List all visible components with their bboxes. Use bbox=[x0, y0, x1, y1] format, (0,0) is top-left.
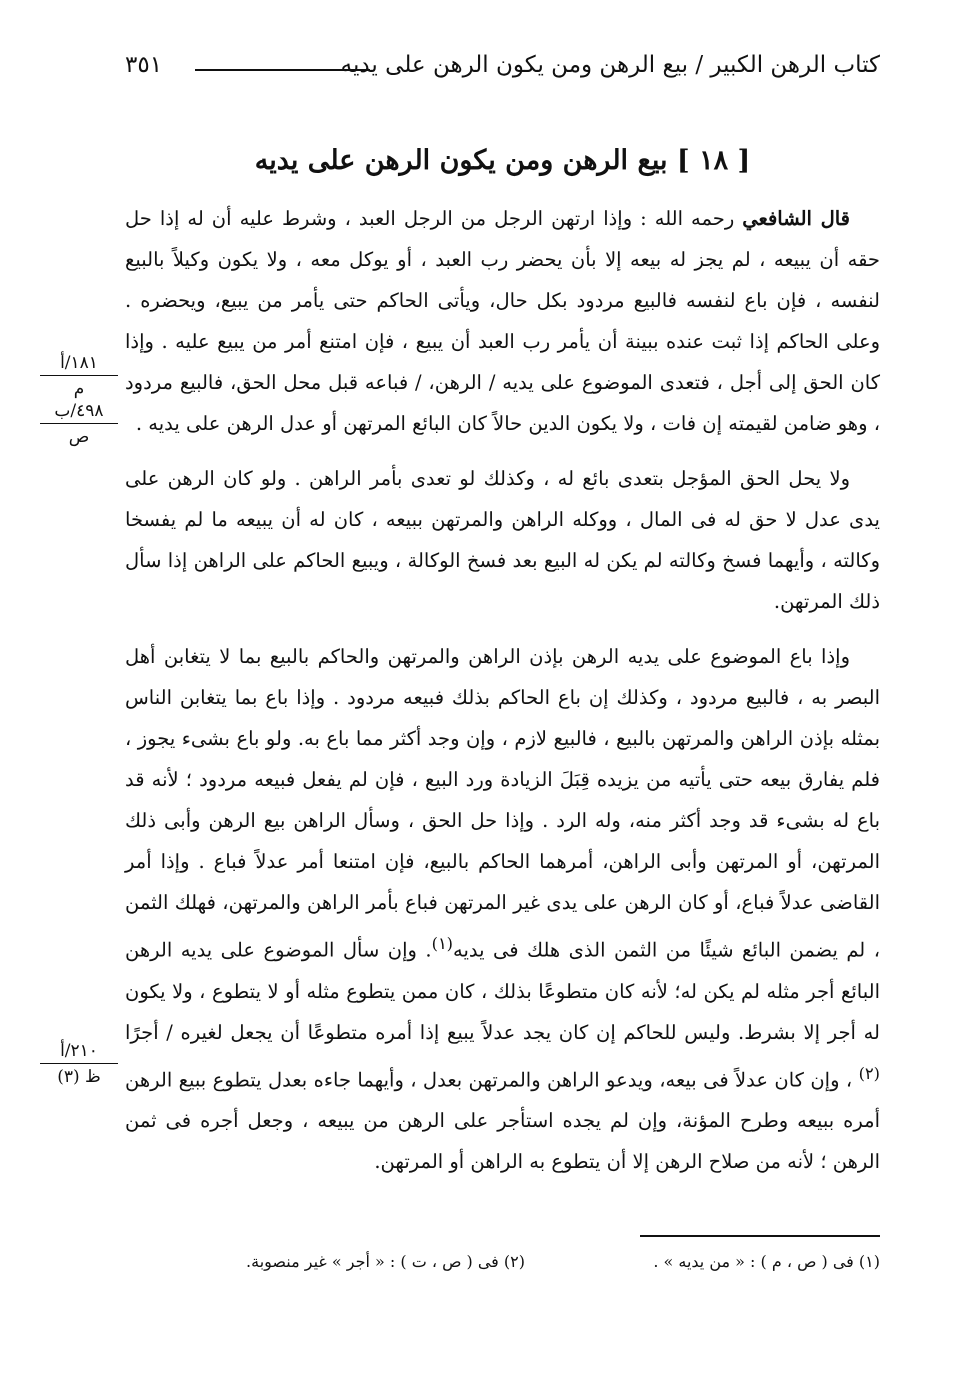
paragraph-1-text: رحمه الله : وإذا ارتهن الرجل من الرجل العبد ، وشرط عليه أن له إذا حل حقه أن يبيعه ، لم يجز له بيعه إلا بأن يحضر رب العبد ، أو يوكل معه ، ولا يكون وكيلاً بالبيع لنفسه ، فإن باع لنفسه فالبيع مردود بكل حال، ويأتى الحاكم حتى يأمر من يبيع، ويحضره . وعلى الحاكم إذا ثبت عنده ببينة أن يأمر رب العبد أن يبيع ، فإن امتنع أمر من يبيع عليه . وإذا كان الحق إلى أجل ، فتعدى الموضوع على يديه / الرهن، / فباعه قبل محل الحق، فالبيع مردود ، وهو ضامن لقيمته إن فات ، ولا يكون الدين حالاً كان البائع المرتهن أو عدل الرهن على يديه . bbox=[125, 207, 880, 435]
margin-note-line: ص bbox=[68, 427, 90, 447]
margin-note-line: ١٨١/أ bbox=[40, 352, 118, 376]
footnote-2: (٢) فى ( ص ، ت ) : « أجر » غير منصوبة. bbox=[246, 1252, 525, 1271]
page-number: ٣٥١ bbox=[125, 52, 163, 78]
footnote-1: (١) فى ( ص ، م ) : « من يديه » . bbox=[653, 1252, 880, 1271]
header-rule bbox=[195, 69, 370, 71]
chapter-title: [ ١٨ ] بيع الرهن ومن يكون الرهن على يديه bbox=[254, 145, 751, 176]
margin-note-line: ظ (٣) bbox=[57, 1067, 101, 1087]
margin-note-manuscript-ref-1 bbox=[40, 352, 118, 448]
paragraph-2: ولا يحل الحق المؤجل بتعدى بائع له ، وكذلك لو تعدى بأمر الراهن . ولو كان الرهن على يدى عدل لا حق له فى المال ، ووكله الراهن والمرتهن ببيعه ، كان له أن يبيعه ما لم يفسخا وكالته ، وأيهما فسخ وكالته لم يكن له البيع بعد فسخ الوكالة ، ويبيع الحاكم على الراهن إذا سأل ذلك المرتهن. bbox=[125, 467, 880, 613]
footnote-separator bbox=[640, 1235, 880, 1237]
page-header bbox=[125, 52, 880, 92]
speaker-name: قال الشافعي bbox=[742, 207, 851, 230]
paragraph-3-part-1: وإذا باع الموضوع على يديه الرهن بإذن الراهن والمرتهن والحاكم بالبيع بما لا يتغابن أهل البصر به ، فالبيع مردود ، وكذلك إن باع الحاكم بذلك فبيعه مردود . وإذا باع بما يتغابن الناس بمثله بإذن الراهن والمرتهن بالبيع ، فالبيع لازم ، وإن وجد أكثر مما باع به. ولو باع بشىء يجوز ، فلم يفارق بيعه حتى يأتيه من يزيده قِبَلَ الزيادة ورد البيع ، فإن لم يفعل فبيعه مردود ؛ لأنه قد باع له بشىء قد وجد أكثر منه، وله الرد . وإذا حل الحق ، وسأل الراهن بيع الرهن وأبى ذلك المرتهن، أو المرتهن وأبى الراهن، أمرهما الحاكم بالبيع، فإن امتنعا أمر عدلاً فباع . وإذا أمر القاضى عدلاً فباع، أو كان الرهن على يدى غير المرتهن فباع بأمر الراهن والمرتهن، فهلك الثمن ، لم يضمن البائع شيئًا من الثمن الذى هلك فى يديه bbox=[125, 645, 880, 962]
footnote-marker-1[interactable]: (١) bbox=[431, 934, 454, 953]
paragraph-3 bbox=[125, 636, 880, 1182]
margin-note-line: ٢١٠/أ bbox=[40, 1040, 118, 1064]
footnote-marker-2[interactable]: (٢) bbox=[858, 1063, 880, 1083]
footnotes bbox=[125, 1252, 880, 1282]
paragraph-3-part-2: . وإن سأل الموضوع على يديه الرهن البائع أجر مثله لم يكن له؛ لأنه كان متطوعًا بذلك ، كان ممن يتطوع مثله أو لا يتطوع ، ولا يكون له أجر إلا بشرط. وليس للحاكم إن كان يجد عدلاً يبيع إذا أمره متطوعًا أن يجعل لغيره / أجرًا bbox=[125, 938, 880, 1044]
paragraph-1 bbox=[125, 198, 880, 444]
running-title: كتاب الرهن الكبير / بيع الرهن ومن يكون الرهن على يديه bbox=[340, 52, 880, 78]
body-text bbox=[125, 198, 880, 1182]
margin-note-line: ٤٩٨/ب bbox=[40, 400, 118, 424]
margin-note-line: م bbox=[73, 379, 85, 399]
paragraph-3-part-3: ، وإن كان عدلاً فى بيعه، ويدعو الراهن والمرتهن بعدل ، وأيهما جاءه بعدل يتطوع ببيع الرهن أمره ببيعه وطرح المؤنة، وإن لم يجده استأجر على الرهن من يبيعه ، وجعل أجره فى ثمن الرهن ؛ لأنه من صلاح الرهن إلا أن يتطوع به الراهن أو المرتهن. bbox=[125, 1068, 880, 1173]
margin-note-manuscript-ref-2 bbox=[40, 1040, 118, 1088]
